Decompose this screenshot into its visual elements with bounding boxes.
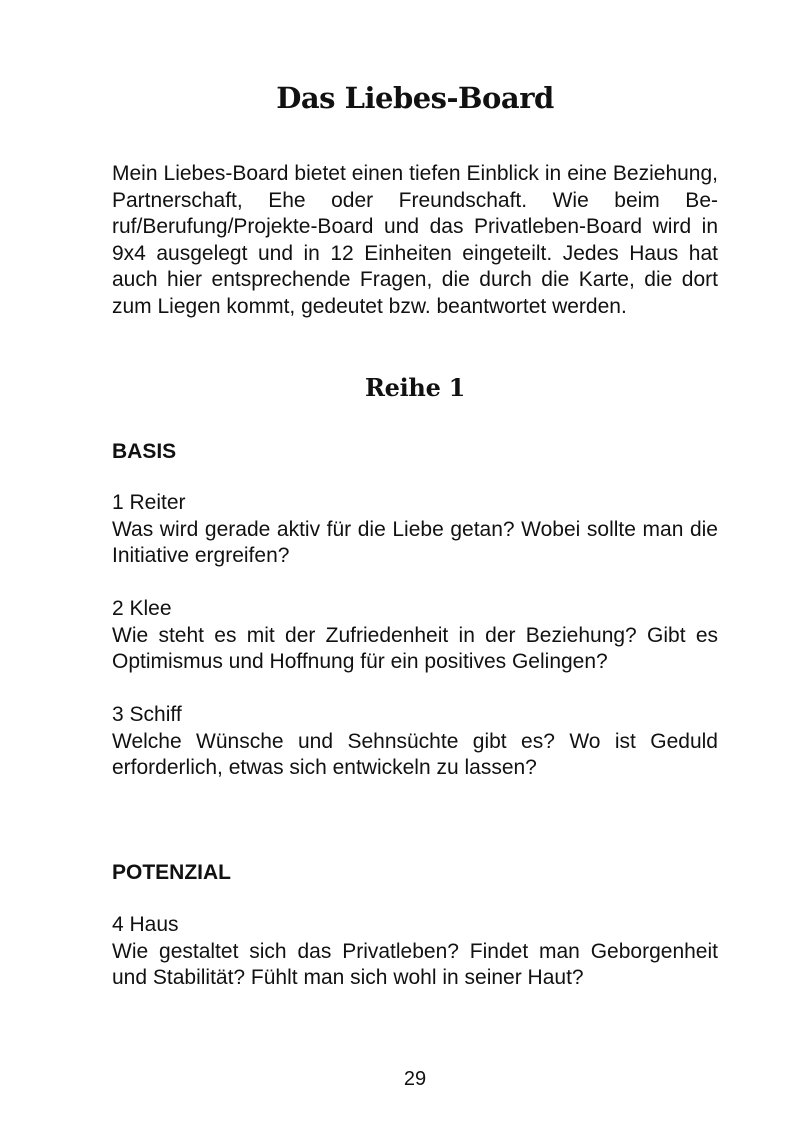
house-question: Wie gestaltet sich das Privatleben? Findet man Geborgenheit und Stabilität? Fühlt man sich wohl in seiner Haut?: [112, 939, 718, 990]
house-name: 2 Klee: [112, 597, 172, 620]
book-page: [112, 0, 718, 1126]
house-name: 3 Schiff: [112, 703, 182, 726]
intro-paragraph: Mein Liebes-Board bietet einen tiefen Einblick in eine Beziehung, Partnerschaft, Ehe oder Freundschaft. Wie beim Beruf/Berufung/Projekte-Board und das Privatleben-Board wird in 9x4 ausgelegt und in 12 Einheiten eingeteilt. Jedes Haus hat auch hier entsprechende Fragen, die durch die Karte, die dort zum Liegen kommt, gedeutet bzw. beantwortet werden.: [112, 162, 718, 318]
house-question: Welche Wünsche und Sehnsüchte gibt es? Wo ist Geduld erforderlich, etwas sich entwickeln zu lassen?: [112, 729, 718, 780]
house-question: Wie steht es mit der Zufriedenheit in der Beziehung? Gibt es Optimismus und Hoffnung für ein positives Gelingen?: [112, 623, 718, 674]
house-entry-klee: [112, 596, 718, 676]
house-entry-haus: [112, 912, 718, 992]
group-heading-basis: BASIS: [112, 440, 177, 463]
house-name: 4 Haus: [112, 913, 179, 936]
page-number: 29: [403, 1068, 427, 1090]
house-entry-reiter: [112, 490, 718, 570]
house-name: 1 Reiter: [112, 491, 186, 514]
house-question: Was wird gerade aktiv für die Liebe getan? Wobei sollte man die Initiative ergreifen?: [112, 517, 718, 568]
section-title: Reihe 1: [364, 373, 465, 402]
page-title: Das Liebes-Board: [276, 81, 554, 115]
group-heading-potenzial: POTENZIAL: [112, 861, 231, 884]
house-entry-schiff: [112, 702, 718, 782]
